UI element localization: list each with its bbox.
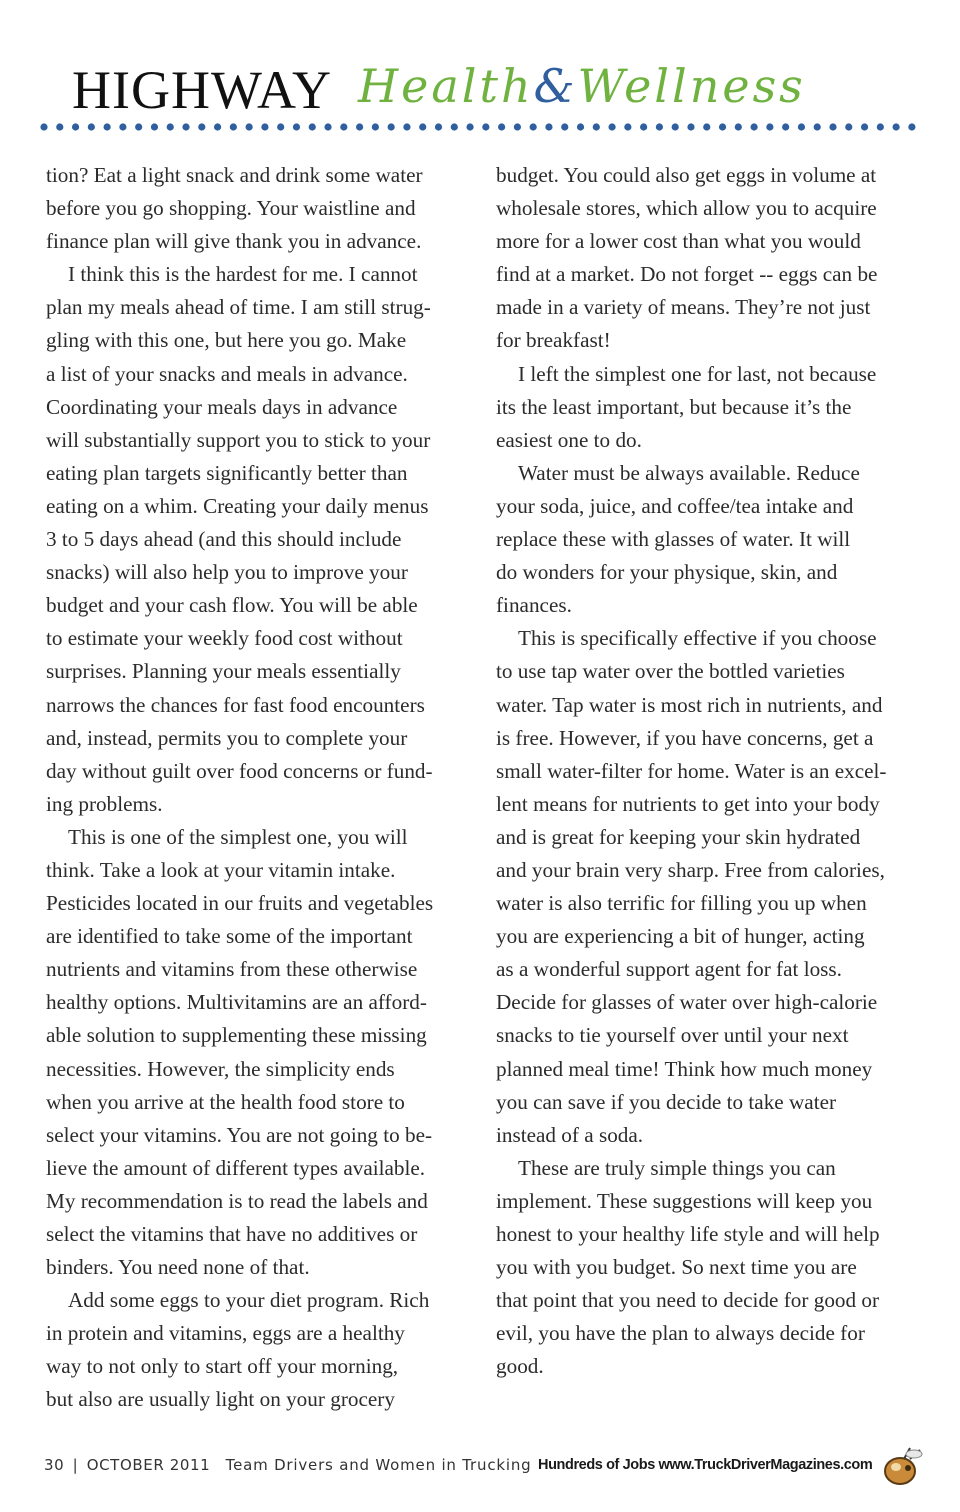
text-line: before you go shopping. Your waistline and bbox=[46, 196, 416, 221]
text-line: more for a lower cost than what you would bbox=[496, 229, 861, 254]
text-line: snacks to tie yourself over until your next bbox=[496, 1023, 849, 1048]
divider-dot bbox=[277, 123, 284, 130]
text-line: Add some eggs to your diet program. Rich bbox=[68, 1288, 430, 1313]
text-line: and is great for keeping your skin hydrated bbox=[496, 824, 861, 849]
divider-dot bbox=[419, 123, 426, 130]
text-line: when you arrive at the health food store to bbox=[46, 1089, 405, 1114]
publication-name: Team Drivers and Women in Trucking bbox=[225, 1456, 532, 1474]
text-line: This is specifically effective if you choose bbox=[518, 626, 877, 651]
text-line: as a wonderful support agent for fat loss. bbox=[496, 957, 842, 982]
divider-dot bbox=[198, 123, 205, 130]
text-line: think. Take a look at your vitamin intake. bbox=[46, 857, 396, 882]
title-health: Health bbox=[358, 59, 534, 113]
divider-dot bbox=[72, 123, 79, 130]
text-line: and your brain very sharp. Free from calories, bbox=[496, 857, 885, 882]
text-line: select your vitamins. You are not going to be- bbox=[46, 1122, 433, 1147]
article-paragraph bbox=[46, 1284, 476, 1416]
divider-dot bbox=[719, 123, 726, 130]
text-line: budget. You could also get eggs in volume at bbox=[496, 163, 877, 187]
divider-dot bbox=[656, 123, 663, 130]
divider-dot bbox=[530, 123, 537, 130]
divider-dot bbox=[246, 123, 253, 130]
divider-dot bbox=[751, 123, 758, 130]
text-line: your soda, juice, and coffee/tea intake and bbox=[496, 493, 854, 518]
text-line: in protein and vitamins, eggs are a healthy bbox=[46, 1321, 405, 1346]
divider-dot bbox=[877, 123, 884, 130]
text-line: made in a variety of means. They’re not just bbox=[496, 295, 871, 320]
divider-dot bbox=[798, 123, 805, 130]
text-line: Coordinating your meals days in advance bbox=[46, 394, 398, 419]
text-line: healthy options. Multivitamins are an afford- bbox=[46, 990, 427, 1015]
text-line: for breakfast! bbox=[496, 328, 611, 353]
divider-dot bbox=[814, 123, 821, 130]
divider-dot bbox=[624, 123, 631, 130]
divider-dot bbox=[340, 123, 347, 130]
text-line: binders. You need none of that. bbox=[46, 1255, 310, 1280]
divider-dot bbox=[40, 123, 47, 130]
divider-dot bbox=[893, 123, 900, 130]
article-paragraph bbox=[496, 457, 926, 622]
text-line: select the vitamins that have no additives or bbox=[46, 1222, 418, 1246]
text-line: that point that you need to decide for good or bbox=[496, 1288, 880, 1313]
divider-dot bbox=[687, 123, 694, 130]
trucking-bug-logo-icon bbox=[878, 1444, 926, 1488]
text-line: way to not only to start off your morning, bbox=[46, 1354, 399, 1379]
text-line: ing problems. bbox=[46, 791, 163, 816]
text-line: and, instead, permits you to complete your bbox=[46, 725, 408, 750]
text-line: you are experiencing a bit of hunger, acting bbox=[496, 924, 865, 949]
text-line: wholesale stores, which allow you to acquire bbox=[496, 196, 877, 221]
divider-dot bbox=[230, 123, 237, 130]
divider-dot bbox=[88, 123, 95, 130]
divider-dot bbox=[908, 123, 915, 130]
issue-date: OCTOBER 2011 bbox=[86, 1456, 211, 1474]
text-line: good. bbox=[496, 1354, 544, 1379]
text-line: lent means for nutrients to get into your body bbox=[496, 791, 880, 816]
divider-dot bbox=[104, 123, 111, 130]
divider-dot bbox=[640, 123, 647, 130]
divider-dot bbox=[356, 123, 363, 130]
divider-dot bbox=[577, 123, 584, 130]
text-line: to use tap water over the bottled varieties bbox=[496, 659, 845, 684]
text-line: easiest one to do. bbox=[496, 427, 642, 452]
divider-dot bbox=[703, 123, 710, 130]
divider-dot bbox=[261, 123, 268, 130]
title-wellness: Wellness bbox=[577, 59, 806, 113]
divider-dot bbox=[324, 123, 331, 130]
text-line: necessities. However, the simplicity ends bbox=[46, 1056, 395, 1081]
text-line: to estimate your weekly food cost without bbox=[46, 626, 403, 651]
divider-dot bbox=[593, 123, 600, 130]
text-line: replace these with glasses of water. It will bbox=[496, 527, 851, 552]
title-highway: HIGHWAY bbox=[72, 60, 332, 120]
text-line: you with you budget. So next time you are bbox=[496, 1255, 857, 1280]
text-line: Decide for glasses of water over high-calorie bbox=[496, 990, 878, 1015]
divider-dot bbox=[214, 123, 221, 130]
article-paragraph bbox=[46, 258, 476, 821]
text-line: plan my meals ahead of time. I am still strug- bbox=[46, 295, 431, 320]
text-line: My recommendation is to read the labels and bbox=[46, 1188, 428, 1213]
text-line: lieve the amount of different types available. bbox=[46, 1155, 426, 1180]
text-line: 3 to 5 days ahead (and this should include bbox=[46, 527, 402, 552]
article-paragraph bbox=[496, 358, 926, 457]
divider-dot bbox=[498, 123, 505, 130]
text-line: implement. These suggestions will keep you bbox=[496, 1188, 873, 1213]
divider-dot bbox=[56, 123, 63, 130]
article-paragraph bbox=[46, 821, 476, 1284]
divider-dot bbox=[735, 123, 742, 130]
text-line: snacks) will also help you to improve your bbox=[46, 560, 408, 585]
page-number: 30 bbox=[44, 1456, 65, 1474]
text-line: honest to your healthy life style and will help bbox=[496, 1222, 880, 1246]
text-line: but also are usually light on your grocery bbox=[46, 1387, 395, 1412]
divider-dot bbox=[861, 123, 868, 130]
text-line: I think this is the hardest for me. I cannot bbox=[68, 262, 418, 287]
divider-dot bbox=[167, 123, 174, 130]
text-line: I left the simplest one for last, not because bbox=[518, 361, 877, 386]
divider-dot bbox=[545, 123, 552, 130]
text-line: you can save if you decide to take water bbox=[496, 1089, 837, 1114]
divider-dot bbox=[766, 123, 773, 130]
text-line: budget and your cash flow. You will be able bbox=[46, 593, 418, 618]
article-column-left bbox=[46, 159, 476, 1417]
text-line: find at a market. Do not forget -- eggs can be bbox=[496, 262, 878, 287]
article-paragraph bbox=[46, 159, 476, 258]
divider-dot bbox=[829, 123, 836, 130]
divider-dot bbox=[182, 123, 189, 130]
text-line: This is one of the simplest one, you will bbox=[68, 824, 408, 849]
text-line: gling with this one, but here you go. Make bbox=[46, 328, 407, 353]
title-ampersand: & bbox=[533, 59, 578, 113]
text-line: is free. However, if you have concerns, get a bbox=[496, 725, 874, 750]
divider-dot bbox=[151, 123, 158, 130]
text-line: tion? Eat a light snack and drink some water bbox=[46, 163, 423, 187]
article-paragraph bbox=[496, 159, 926, 358]
divider-dot bbox=[608, 123, 615, 130]
text-line: water. Tap water is most rich in nutrients, and bbox=[496, 692, 883, 717]
text-line: instead of a soda. bbox=[496, 1122, 644, 1147]
page-header bbox=[0, 0, 960, 140]
footer-ad-link[interactable]: Hundreds of Jobs www.TruckDriverMagazines.com bbox=[538, 1457, 873, 1473]
divider-dot bbox=[293, 123, 300, 130]
text-line: are identified to take some of the important bbox=[46, 924, 413, 949]
text-line: Water must be always available. Reduce bbox=[518, 460, 860, 485]
divider-dot bbox=[435, 123, 442, 130]
article-paragraph bbox=[496, 1152, 926, 1384]
footer-folio bbox=[44, 1456, 531, 1474]
text-line: able solution to supplementing these missing bbox=[46, 1023, 427, 1048]
text-line: a list of your snacks and meals in advance. bbox=[46, 361, 408, 386]
text-line: Pesticides located in our fruits and vegetables bbox=[46, 891, 434, 916]
divider-dot bbox=[561, 123, 568, 130]
text-line: its the least important, but because it’s the bbox=[496, 394, 852, 419]
text-line: narrows the chances for fast food encounters bbox=[46, 692, 425, 717]
footer-separator: | bbox=[72, 1456, 79, 1474]
divider-dot bbox=[482, 123, 489, 130]
text-line: nutrients and vitamins from these otherwise bbox=[46, 957, 418, 982]
divider-dot bbox=[388, 123, 395, 130]
divider-dot bbox=[782, 123, 789, 130]
text-line: finance plan will give thank you in advance. bbox=[46, 229, 422, 254]
page-footer bbox=[0, 1440, 960, 1500]
dotted-divider bbox=[40, 121, 924, 133]
text-line: surprises. Planning your meals essentially bbox=[46, 659, 401, 684]
text-line: evil, you have the plan to always decide for bbox=[496, 1321, 865, 1346]
text-line: planned meal time! Think how much money bbox=[496, 1056, 873, 1081]
article-paragraph bbox=[496, 622, 926, 1152]
text-line: These are truly simple things you can bbox=[518, 1155, 836, 1180]
divider-dot bbox=[135, 123, 142, 130]
text-line: eating plan targets significantly better than bbox=[46, 460, 408, 485]
divider-dot bbox=[403, 123, 410, 130]
text-line: day without guilt over food concerns or fund- bbox=[46, 758, 433, 783]
text-line: finances. bbox=[496, 593, 572, 618]
text-line: do wonders for your physique, skin, and bbox=[496, 560, 838, 585]
title-health-wellness bbox=[358, 56, 806, 116]
divider-dot bbox=[466, 123, 473, 130]
text-line: eating on a whim. Creating your daily menus bbox=[46, 493, 429, 518]
divider-dot bbox=[514, 123, 521, 130]
article-column-right bbox=[496, 159, 926, 1383]
divider-dot bbox=[372, 123, 379, 130]
text-line: will substantially support you to stick to your bbox=[46, 427, 431, 452]
divider-dot bbox=[119, 123, 126, 130]
divider-dot bbox=[451, 123, 458, 130]
text-line: water is also terrific for filling you up when bbox=[496, 891, 867, 916]
divider-dot bbox=[672, 123, 679, 130]
divider-dot bbox=[845, 123, 852, 130]
text-line: small water-filter for home. Water is an excel- bbox=[496, 758, 887, 783]
divider-dot bbox=[309, 123, 316, 130]
